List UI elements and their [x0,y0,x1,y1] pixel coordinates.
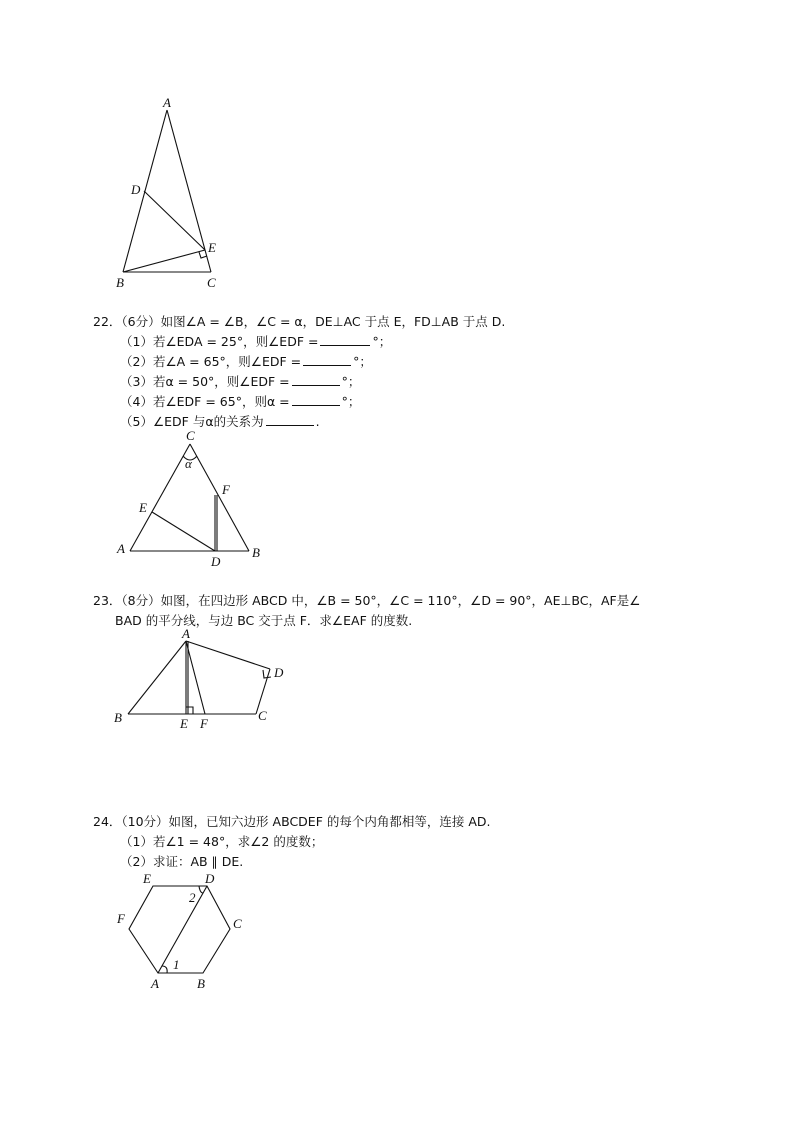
q22-label-alpha: α [185,456,192,471]
part-4-unit: °； [341,394,361,409]
diagonal-ad [158,886,207,973]
q23-label-c: C [258,708,267,723]
question-24-line-1: 24．（10分）如图，已知六边形 ABCDEF 的每个内角都相等，连接 AD. [93,814,491,829]
answer-blank-2[interactable] [303,353,351,366]
label-d: D [131,182,141,197]
q23-label-d: D [274,665,284,680]
hexagon-abcdef [129,886,230,973]
angle-2-arc [199,886,203,893]
part-5-text: （5）∠EDF 与α的关系为 [120,414,264,429]
q23-label-a: A [182,626,190,641]
q24-label-d: D [205,871,215,886]
label-a: A [163,95,171,110]
part-5-end: . [315,414,320,429]
label-b: B [116,275,124,290]
answer-blank-1[interactable] [320,333,370,346]
q24-label-f: F [117,911,125,926]
q24-label-a: A [151,976,159,991]
question-23-line-2: BAD 的平分线，与边 BC 交于点 F．求∠EAF 的度数. [115,613,413,628]
part-4-text: （4）若∠EDF = 65°，则α = [120,394,290,409]
q24-label-e: E [143,871,151,886]
question-23-line-1: 23．（8分）如图，在四边形 ABCD 中，∠B = 50°，∠C = 110°，∠D = 90°，AE⊥BC，AF是∠ [93,593,641,608]
q23-label-b: B [114,710,122,725]
part-2-unit: °； [353,354,372,369]
q22-label-b: B [252,545,260,560]
q22-label-f: F [222,482,230,497]
q24-label-b: B [197,976,205,991]
part-3-unit: °； [341,374,361,389]
q22-label-e: E [139,500,147,515]
part-3-text: （3）若α = 50°，则∠EDF = [120,374,290,389]
q24-label-c: C [233,916,242,931]
question-24-part-1: （1）若∠1 = 48°，求∠2 的度数； [120,834,324,849]
q22-label-d: D [211,554,221,569]
label-c: C [207,275,216,290]
label-e: E [208,240,216,255]
part-1-unit: °； [372,334,392,349]
figure-q24-svg [0,0,300,1000]
angle-1-arc [162,966,167,973]
part-1-text: （1）若∠EDA = 25°，则∠EDF = [120,334,319,349]
q23-label-f: F [200,716,208,731]
q24-label-1: 1 [173,957,180,972]
q22-label-c: C [186,428,195,443]
q23-label-e: E [180,716,188,731]
q22-label-a: A [117,541,125,556]
part-2-text: （2）若∠A = 65°，则∠EDF = [120,354,302,369]
question-24-part-2: （2）求证：AB ∥ DE. [120,854,244,869]
q24-label-2: 2 [189,890,196,905]
figure-q24 [0,0,300,1000]
question-22-header: 22．（6分）如图∠A = ∠B，∠C = α，DE⊥AC 于点 E，FD⊥AB 于点 D. [93,314,506,329]
